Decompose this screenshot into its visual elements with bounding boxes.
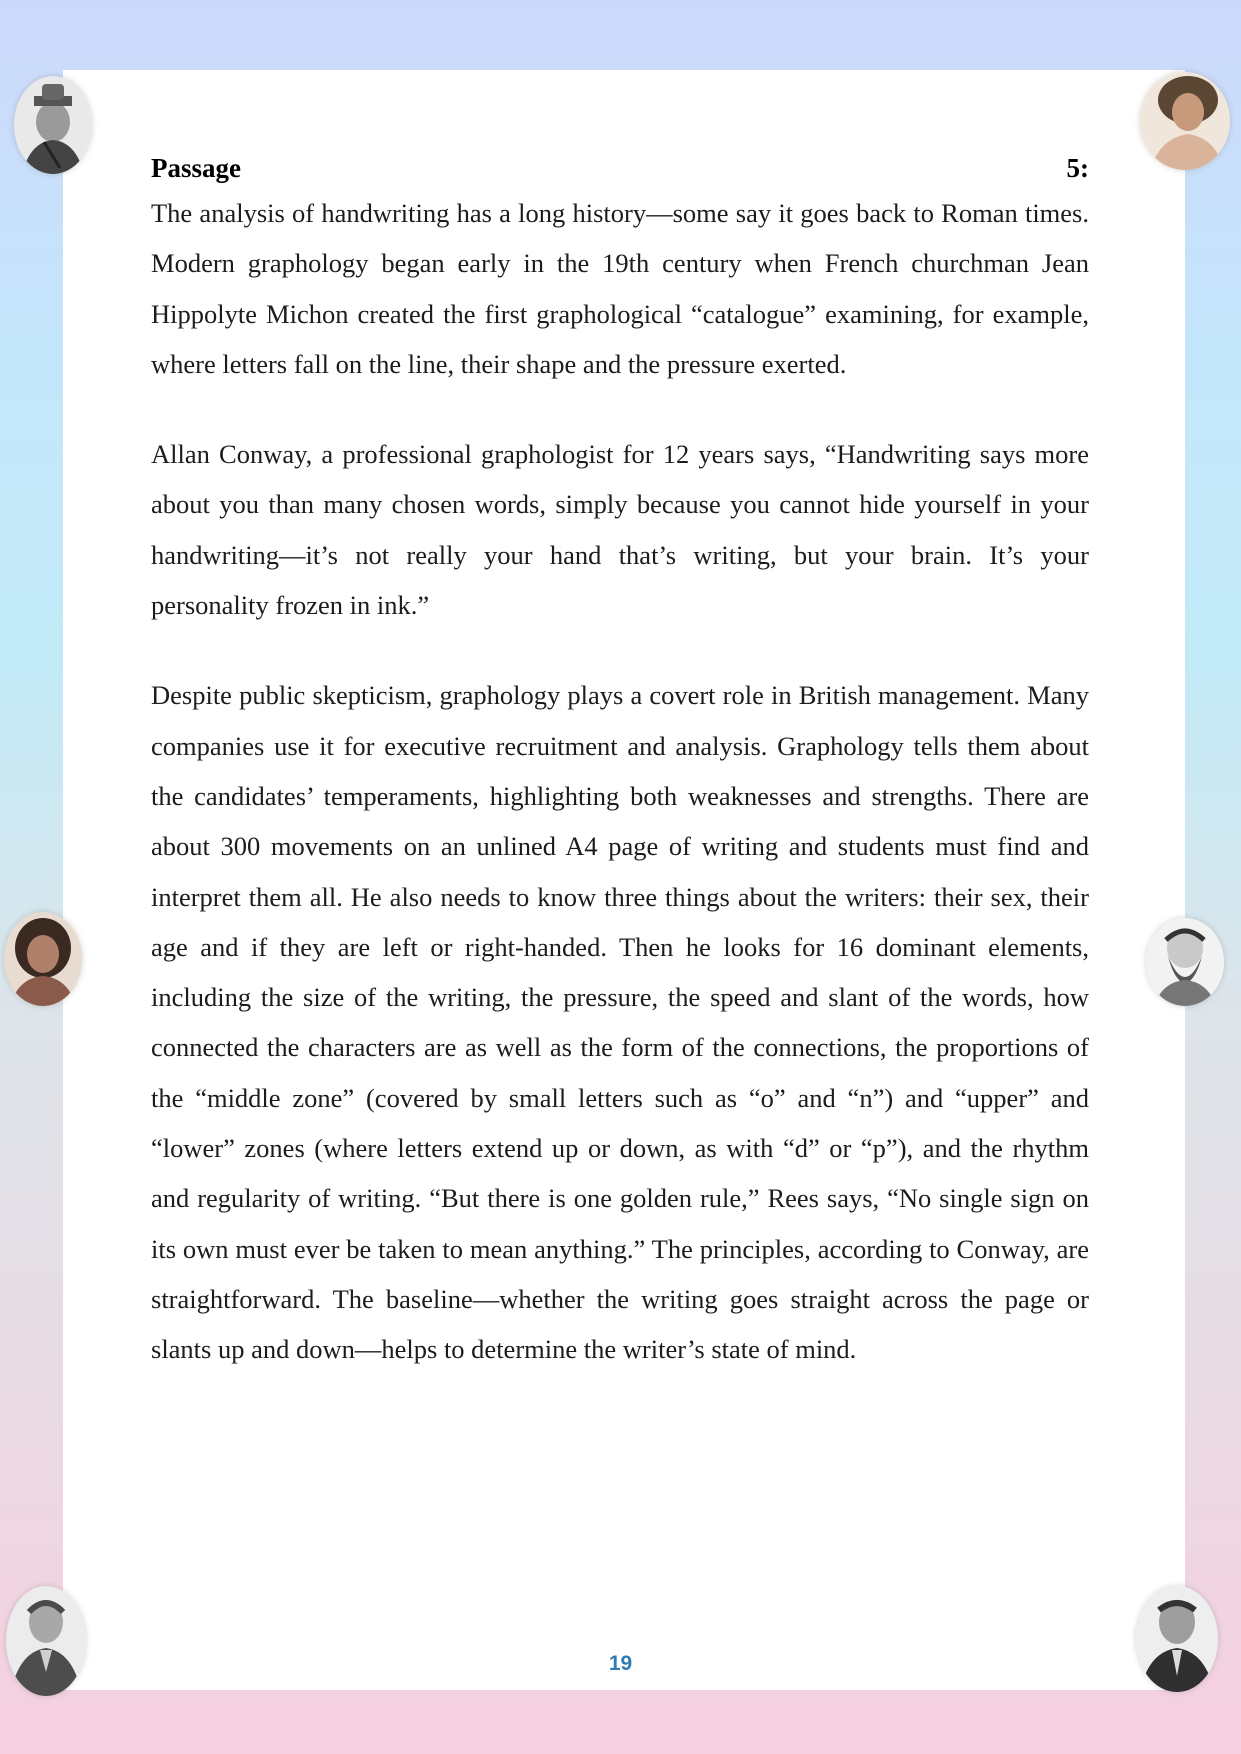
passage-title: Passage (151, 153, 241, 183)
portrait-man-suit-icon (1136, 1586, 1218, 1692)
page-number: 19 (608, 1652, 633, 1675)
portrait-man-hat-icon (14, 76, 92, 174)
passage-heading (151, 148, 1089, 188)
paragraph-3: Despite public skepticism, graphology plays a covert role in British management. Many companies use it for executive recruitment and analysis. Graphology tells them about the candidates’ temperaments, highlighting both weaknesses and strengths. There are about 300 movements on an unlined A4 page of writing and students must find and interpret them all. He also needs to know three things about the writers: their sex, their age and if they are left or right-handed. Then he looks for 16 dominant elements, including the size of the writing, the pressure, the speed and slant of the words, how connected the characters are as well as the form of the connections, the proportions of the “middle zone” (covered by small letters such as “o” and “n”) and “upper” and “lower” zones (where letters extend up or down, as with “d” or “p”), and the rhythm and regularity of writing. “But there is one golden rule,” Rees says, “No single sign on its own must ever be taken to mean anything.” The principles, according to Conway, are straightforward. The baseline—whether the writing goes straight across the page or slants up and down—helps to determine the writer’s state of mind. (151, 680, 1089, 1365)
paragraph-2: Allan Conway, a professional graphologist for 12 years says, “Handwriting says more about you than many chosen words, simply because you cannot hide yourself in your handwriting—it’s not really your hand that’s writing, but your brain. It’s your personality frozen in ink.” (151, 439, 1089, 621)
portrait-woman-left-icon (4, 912, 82, 1006)
portrait-bearded-man-icon (1146, 918, 1224, 1006)
paragraph-1: The analysis of handwriting has a long history—some say it goes back to Roman times. Modern graphology began early in the 19th century when French churchman Jean Hippolyte Michon created the first graphological “catalogue” examining, for example, where letters fall on the line, their shape and the pressure exerted. (151, 198, 1089, 379)
portrait-officer-icon (6, 1586, 86, 1696)
portrait-woman-icon (1140, 72, 1230, 170)
passage-body (151, 148, 1089, 1375)
passage-number: 5: (1066, 153, 1089, 183)
